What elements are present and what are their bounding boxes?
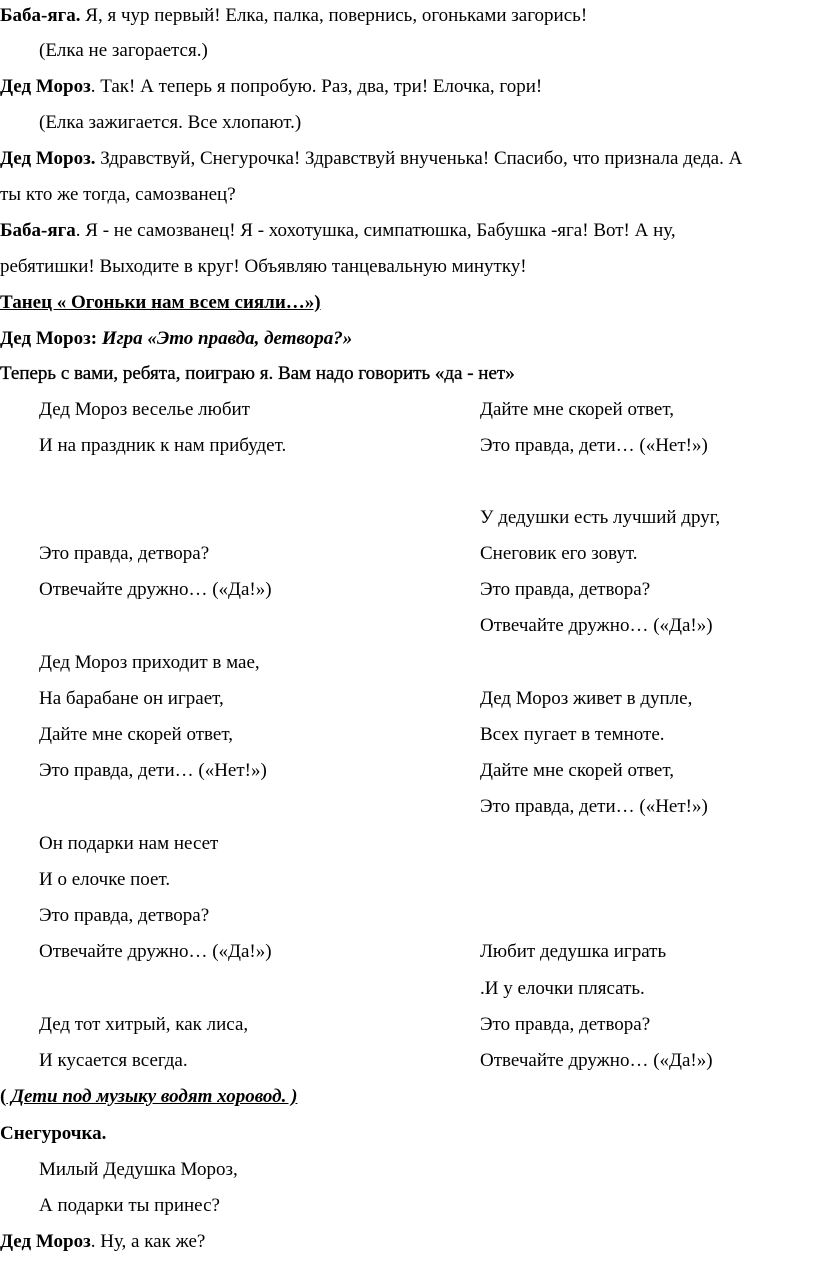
poem-line: Дед Мороз живет в дупле, — [480, 688, 693, 709]
poem-line: Любит дедушка играть — [480, 941, 667, 962]
poem-line: Дайте мне скорей ответ, — [480, 399, 674, 420]
poem-line: Это правда, дети… («Нет!») — [39, 760, 267, 781]
poem-line: И о елочке поет. — [39, 869, 171, 890]
speech-text-continued: ребятишки! Выходите в круг! Объявляю танцевальную минутку! — [0, 256, 527, 277]
paren-open: ( — [0, 1086, 7, 1107]
game-heading — [0, 327, 352, 351]
poem-line: И кусается всегда. — [39, 1050, 188, 1071]
speech-text: . Ну, а как же? — [90, 1231, 206, 1252]
poem-line: Это правда, детвора? — [39, 543, 210, 564]
poem-line: Отвечайте дружно… («Да!») — [480, 615, 713, 636]
speech-line: А подарки ты принес? — [39, 1195, 220, 1216]
poem-line: Дайте мне скорей ответ, — [39, 724, 233, 745]
poem-line: Отвечайте дружно… («Да!») — [39, 579, 272, 600]
dance-heading: Танец « Огоньки нам всем сияли…») — [0, 292, 321, 313]
poem-line: Дед тот хитрый, как лиса, — [39, 1014, 249, 1035]
speaker-name: Баба-яга. — [0, 5, 81, 26]
poem-line: Отвечайте дружно… («Да!») — [480, 1050, 713, 1071]
stage-direction: (Елка зажигается. Все хлопают.) — [39, 112, 302, 133]
poem-line: У дедушки есть лучший друг, — [480, 507, 721, 528]
line-p1 — [0, 4, 587, 28]
poem-line: Это правда, дети… («Нет!») — [480, 435, 708, 456]
direction-text: Дети под музыку водят хоровод. ) — [6, 1086, 298, 1107]
poem-line: Дед Мороз приходит в мае, — [39, 652, 260, 673]
speech-line: Милый Дедушка Мороз, — [39, 1159, 238, 1180]
line-p4 — [0, 219, 676, 243]
line-last — [0, 1230, 205, 1254]
speech-text: . Я - не самозванец! Я - хохотушка, симпатюшка, Бабушка -яга! Вот! А ну, — [75, 220, 676, 241]
poem-line: Дед Мороз веселье любит — [39, 399, 250, 420]
speaker-name: Дед Мороз: — [0, 328, 98, 349]
speaker-name: Дед Мороз — [0, 1231, 91, 1252]
poem-line: Всех пугает в темноте. — [480, 724, 665, 745]
speech-text: Я, я чур первый! Елка, палка, повернись, огоньками загорись! — [80, 5, 588, 26]
poem-line: На барабане он играет, — [39, 688, 224, 709]
speaker-name: Баба-яга — [0, 220, 76, 241]
poem-line: Он подарки нам несет — [39, 833, 219, 854]
poem-line: Снеговик его зовут. — [480, 543, 638, 564]
poem-line: Это правда, детвора? — [480, 1014, 651, 1035]
game-intro: Теперь с вами, ребята, поиграю я. Вам надо говорить «да - нет» — [0, 363, 515, 384]
poem-line: И на праздник к нам прибудет. — [39, 435, 287, 456]
poem-line: Это правда, детвора? — [39, 905, 210, 926]
speaker-heading: Снегурочка. — [0, 1123, 107, 1144]
poem-line: .И у елочки плясать. — [480, 978, 645, 999]
game-title: Игра «Это правда, детвора?» — [97, 328, 353, 349]
line-p2 — [0, 75, 542, 99]
line-p3 — [0, 147, 742, 171]
round-dance-direction — [0, 1085, 297, 1109]
poem-line: Это правда, детвора? — [480, 579, 651, 600]
speech-text-continued: ты кто же тогда, самозванец? — [0, 184, 236, 205]
speaker-name: Дед Мороз. — [0, 148, 96, 169]
speech-text: . Так! А теперь я попробую. Раз, два, три! Елочка, гори! — [90, 76, 543, 97]
speaker-name: Дед Мороз — [0, 76, 91, 97]
poem-line: Это правда, дети… («Нет!») — [480, 796, 708, 817]
poem-line: Отвечайте дружно… («Да!») — [39, 941, 272, 962]
poem-line: Дайте мне скорей ответ, — [480, 760, 674, 781]
stage-direction: (Елка не загорается.) — [39, 40, 208, 61]
speech-text: Здравствуй, Снегурочка! Здравствуй внученька! Спасибо, что признала деда. А — [95, 148, 743, 169]
